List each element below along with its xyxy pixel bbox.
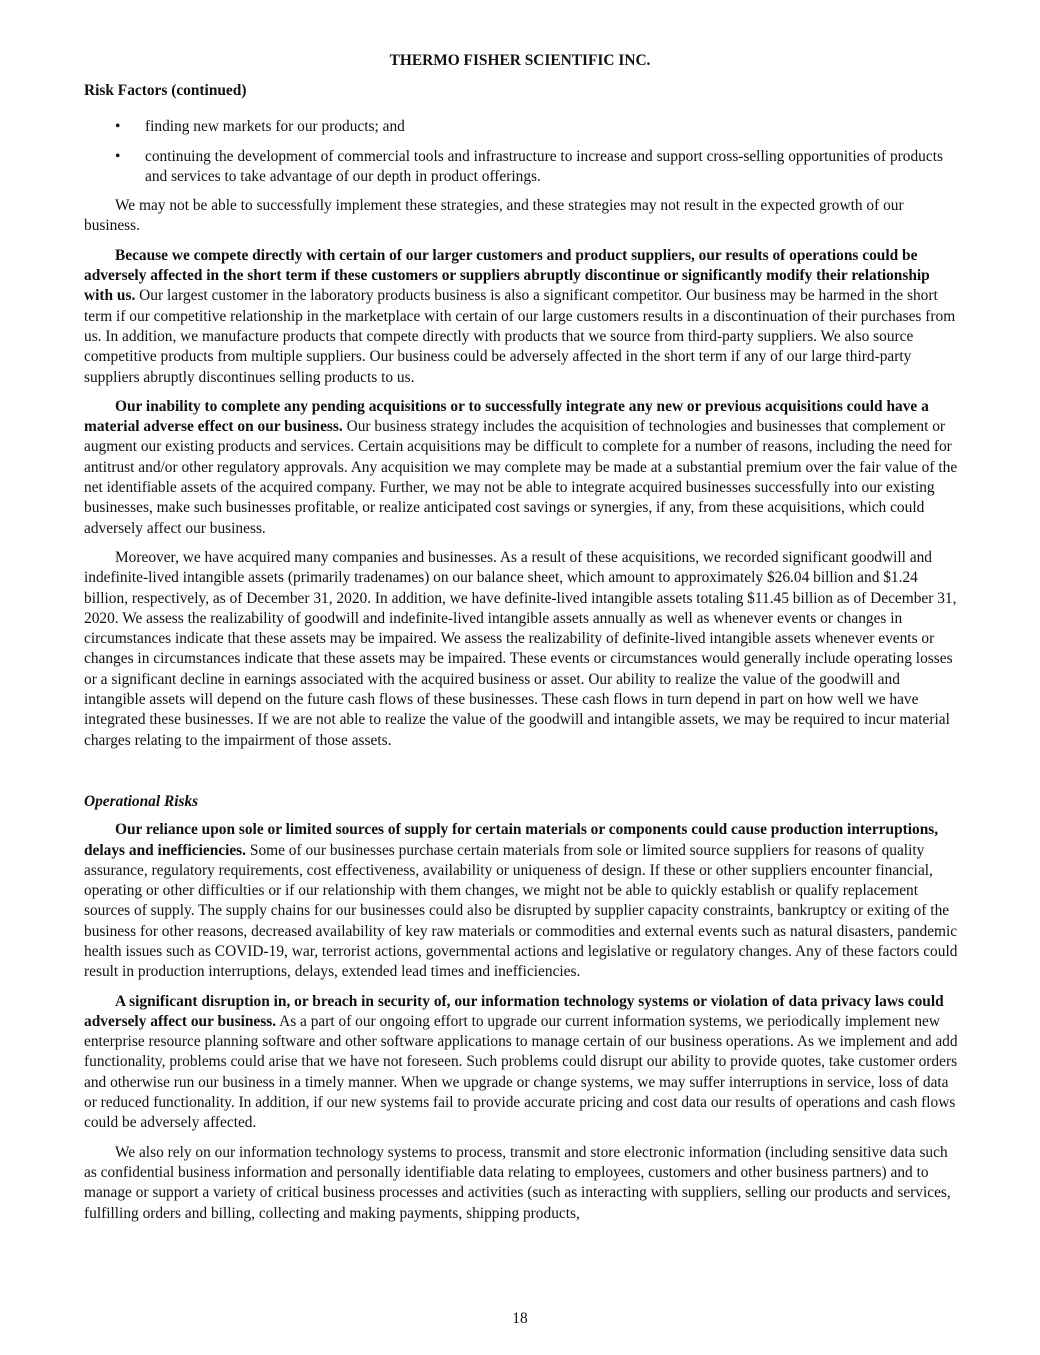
bullet-list: [84, 117, 958, 187]
risk-heading-it-systems: A significant disruption in, or breach in security of, our information technology systems or violation of data privacy laws could adversely affect our business.: [84, 992, 944, 1030]
paragraph-body: Some of our businesses purchase certain materials from sole or limited source suppliers for reasons of quality assurance, regulatory requirements, cost effectiveness, availability or uniqueness of design. If these or other suppliers encounter financial, operating or other difficulties or if our relationship with them changes, we might not be able to quickly establish or qualify replacement sources of supply. The supply chains for our businesses could also be disrupted by supplier capacity constraints, bankruptcy or exiting of the business for other reasons, decreased availability of key raw materials or commodities and external events such as natural disasters, pandemic health issues such as COVID-19, war, terrorist actions, governmental actions and legislative or regulatory changes. Any of these factors could result in production interruptions, delays, extended lead times and inefficiencies.: [84, 841, 958, 981]
risk-heading-competition: Because we compete directly with certain of our larger customers and product suppliers, our results of operations could be adversely affected in the short term if these customers or suppliers abruptly discontinue or significantly modify their relationship with us.: [84, 246, 930, 305]
paragraph-it-systems: [84, 992, 958, 1134]
bullet-icon: •: [115, 147, 121, 165]
risk-heading-supply: Our reliance upon sole or limited sources of supply for certain materials or components could cause production interruptions, delays and inefficiencies.: [84, 821, 939, 859]
operational-risks-heading: Operational Risks: [84, 792, 199, 810]
bullet-icon: •: [115, 118, 121, 136]
risk-heading-acquisitions: Our inability to complete any pending acquisitions or to successfully integrate any new or previous acquisitions could have a material adverse effect on our business.: [84, 397, 929, 436]
bullet-item: [84, 117, 958, 137]
paragraph-goodwill: Moreover, we have acquired many companies and businesses. As a result of these acquisitions, we recorded significant goodwill and indefinite-lived intangible assets (primarily tradenames) on our balance sheet, which amount to approximately $26.04 billion and $1.24 billion, respectively, as of December 31, 2020. In addition, we have definite-lived intangible assets totaling $11.45 billion as of December 31, 2020. We assess the realizability of goodwill and indefinite-lived intangible assets annually as well as whenever events or changes in circumstances indicate that these assets may be impaired. We assess the realizability of definite-lived intangible assets whenever events or changes in circumstances indicate that these assets may be impaired. These events or circumstances would generally include operating losses or a significant decline in earnings associated with the acquired business or asset. Our ability to realize the value of the goodwill and intangible assets will depend on the future cash flows of these businesses. These cash flows in turn depend in part on how well we have integrated these businesses. If we are not able to realize the value of the goodwill and intangible assets, we may be required to incur material charges relating to the impairment of those assets.: [84, 548, 957, 749]
bullet-text: finding new markets for our products; and: [145, 118, 405, 136]
paragraph-competition: [84, 246, 958, 388]
paragraph-strategy-growth: We may not be able to successfully implement these strategies, and these strategies may not result in the expected growth of our business.: [84, 197, 904, 235]
bullet-item: [84, 147, 958, 188]
bullet-text: continuing the development of commercial tools and infrastructure to increase and support cross-selling opportunities of products and services to take advantage of our depth in product offerings.: [145, 147, 943, 185]
page-number: 18: [512, 1310, 528, 1327]
paragraph-supply: [84, 820, 958, 982]
paragraph-it-reliance: We also rely on our information technology systems to process, transmit and store electronic information (including sensitive data such as confidential business information and personally identifiable data relating to employees, customers and other business partners) and to manage or support a variety of critical business processes and activities (such as interacting with suppliers, selling our products and services, fulfilling orders and billing, collecting and making payments, shipping products,: [84, 1143, 951, 1222]
paragraph-body: Our business strategy includes the acquisition of technologies and businesses that complement or augment our existing products and services. Certain acquisitions may be difficult to complete for a number of reasons, including the need for antitrust and/or other regulatory approvals. Any acquisition we may complete may be made at a substantial premium over the fair value of the net identifiable assets of the acquired company. Further, we may not be able to integrate acquired businesses successfully into our existing businesses, make such businesses profitable, or realize anticipated cost savings or synergies, if any, from these acquisitions, which could adversely affect our business.: [84, 418, 958, 537]
paragraph-body: As a part of our ongoing effort to upgrade our current information systems, we periodically implement new enterprise resource planning software and other software applications to manage certain of our business operations. As we implement and add functionality, problems could arise that we have not foreseen. Such problems could disrupt our ability to provide quotes, take customer orders and otherwise run our business in a timely manner. When we upgrade or change systems, we may suffer interruptions in service, loss of data or reduced functionality. In addition, if our new systems fail to provide accurate pricing and cost data our results of operations and cash flows could be adversely affected.: [84, 1012, 958, 1132]
company-header: THERMO FISHER SCIENTIFIC INC.: [389, 52, 651, 69]
section-label: Risk Factors (continued): [84, 82, 247, 99]
paragraph-acquisitions: [84, 397, 958, 539]
paragraph-body: Our largest customer in the laboratory products business is also a significant competitor. Our business may be harmed in the short term if our competitive relationship in the marketplace with certain of our large customers results in a discontinuation of their purchases from us. In addition, we manufacture products that compete directly with products that we source from third-party suppliers. We also source competitive products from multiple suppliers. Our business could be adversely affected in the short term if any of our large third-party suppliers abruptly discontinues selling products to us.: [84, 287, 956, 386]
page-content: [84, 81, 958, 1233]
